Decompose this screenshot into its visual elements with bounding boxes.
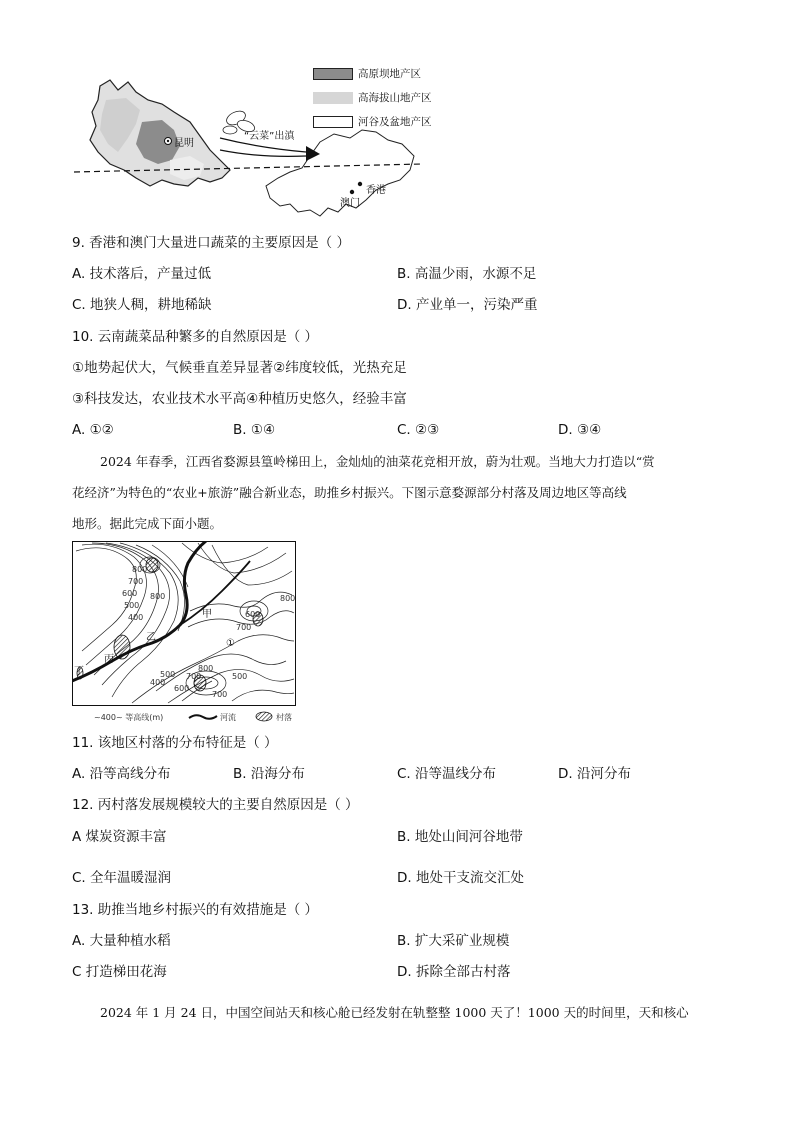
yunnan-map-legend	[313, 66, 432, 129]
contour-label: 600	[122, 589, 138, 598]
village-label-yi: 乙	[146, 632, 156, 643]
contour-label: 400	[128, 613, 144, 622]
q10-option-b[interactable]: B. ①④	[233, 422, 276, 438]
q12-option-a[interactable]: A 煤炭资源丰富	[72, 829, 167, 845]
contour-label: 500	[124, 601, 140, 610]
passage2-line-1: 2024 年 1 月 24 日，中国空间站天和核心舱已经发射在轨整整 1000 天了！1000 天的时间里，天和核心	[100, 1005, 689, 1020]
village-label-jia: 甲	[202, 609, 212, 620]
hongkong-label: 香港	[366, 185, 386, 196]
contour-label: 700	[212, 690, 228, 699]
legend-item	[313, 90, 432, 105]
export-label: “云菜”出滇	[244, 131, 295, 142]
q10-stem: 10. 云南蔬菜品种繁多的自然原因是（ ）	[72, 329, 319, 345]
q10-statement-1: ①地势起伏大，气候垂直差异显著②纬度较低，光热充足	[72, 360, 407, 376]
contour-label: 800	[198, 664, 214, 673]
q12-option-c[interactable]: C. 全年温暖湿润	[72, 870, 172, 886]
passage-line-2: 花经济”为特色的“农业+旅游”融合新业态，助推乡村振兴。下图示意婺源部分村落及周边地区等高线	[72, 485, 627, 500]
contour-label: 800	[280, 594, 296, 603]
contour-label: 800	[150, 592, 166, 601]
q11-option-d[interactable]: D. 沿河分布	[558, 766, 631, 782]
q9-option-d[interactable]: D. 产业单一，污染严重	[397, 297, 538, 313]
q11-option-c[interactable]: C. 沿等温线分布	[397, 766, 497, 782]
q13-option-b[interactable]: B. 扩大采矿业规模	[397, 933, 510, 949]
topo-legend-river: 河流	[220, 713, 236, 722]
legend-label: 高海拔山地产区	[358, 92, 432, 104]
contour-label: 600	[174, 684, 190, 693]
q11-stem: 11. 该地区村落的分布特征是（ ）	[72, 735, 278, 751]
topo-legend-village: 村落	[276, 713, 292, 722]
q10-option-d[interactable]: D. ③④	[558, 422, 602, 438]
q9-option-a[interactable]: A. 技术落后，产量过低	[72, 266, 212, 282]
village-label-ding: 丁	[74, 666, 84, 677]
q12-option-b[interactable]: B. 地处山间河谷地带	[397, 829, 523, 845]
village-bing	[114, 635, 130, 659]
legend-item	[313, 66, 432, 81]
contour-label: 800	[132, 565, 148, 574]
q10-option-c[interactable]: C. ②③	[397, 422, 440, 438]
contour-label: 700	[186, 672, 202, 681]
q13-option-a[interactable]: A. 大量种植水稻	[72, 933, 171, 949]
legend-label: 河谷及盆地产区	[358, 116, 432, 128]
q11-option-b[interactable]: B. 沿海分布	[233, 766, 305, 782]
topographic-map	[72, 541, 296, 706]
village-legend-icon	[254, 711, 274, 722]
contour-label: 600	[245, 610, 261, 619]
q12-option-d[interactable]: D. 地处干支流交汇处	[397, 870, 524, 886]
topo-legend-contour: ~400~ 等高线(m)	[94, 713, 164, 722]
q10-option-a[interactable]: A. ①②	[72, 422, 114, 438]
hongkong-marker	[358, 182, 362, 186]
contour-label: 500	[160, 670, 176, 679]
q13-option-d[interactable]: D. 拆除全部古村落	[397, 964, 511, 980]
legend-swatch-valley	[313, 116, 353, 128]
q12-stem: 12. 丙村落发展规模较大的主要自然原因是（ ）	[72, 797, 359, 813]
contour-label: 700	[236, 623, 252, 632]
q9-stem: 9. 香港和澳门大量进口蔬菜的主要原因是（ ）	[72, 235, 350, 251]
q9-option-c[interactable]: C. 地狭人稠，耕地稀缺	[72, 297, 212, 313]
legend-item	[313, 114, 432, 129]
passage-line-3: 地形。据此完成下面小题。	[72, 516, 223, 531]
q13-option-c[interactable]: C 打造梯田花海	[72, 964, 167, 980]
q10-statement-2: ③科技发达，农业技术水平高④种植历史悠久，经验丰富	[72, 391, 407, 407]
kunming-label: 昆明	[174, 138, 194, 149]
q9-option-b[interactable]: B. 高温少雨，水源不足	[397, 266, 537, 282]
contour-label: 400	[150, 678, 166, 687]
legend-label: 高原坝地产区	[358, 68, 421, 80]
river-legend-icon	[188, 712, 218, 722]
village-label-bing: 丙	[104, 654, 114, 665]
legend-swatch-plateau	[313, 68, 353, 80]
q11-option-a[interactable]: A. 沿等高线分布	[72, 766, 171, 782]
legend-swatch-highland	[313, 92, 353, 104]
contour-label: 500	[232, 672, 248, 681]
contour-label: 700	[128, 577, 144, 586]
macau-label: 澳门	[340, 198, 360, 209]
q13-stem: 13. 助推当地乡村振兴的有效措施是（ ）	[72, 902, 319, 918]
point-label: ①	[226, 638, 235, 649]
passage-line-1: 2024 年春季，江西省婺源县篁岭梯田上，金灿灿的油菜花竞相开放，蔚为壮观。当地大力打造以“赏	[100, 454, 655, 469]
village-jia	[146, 558, 158, 572]
